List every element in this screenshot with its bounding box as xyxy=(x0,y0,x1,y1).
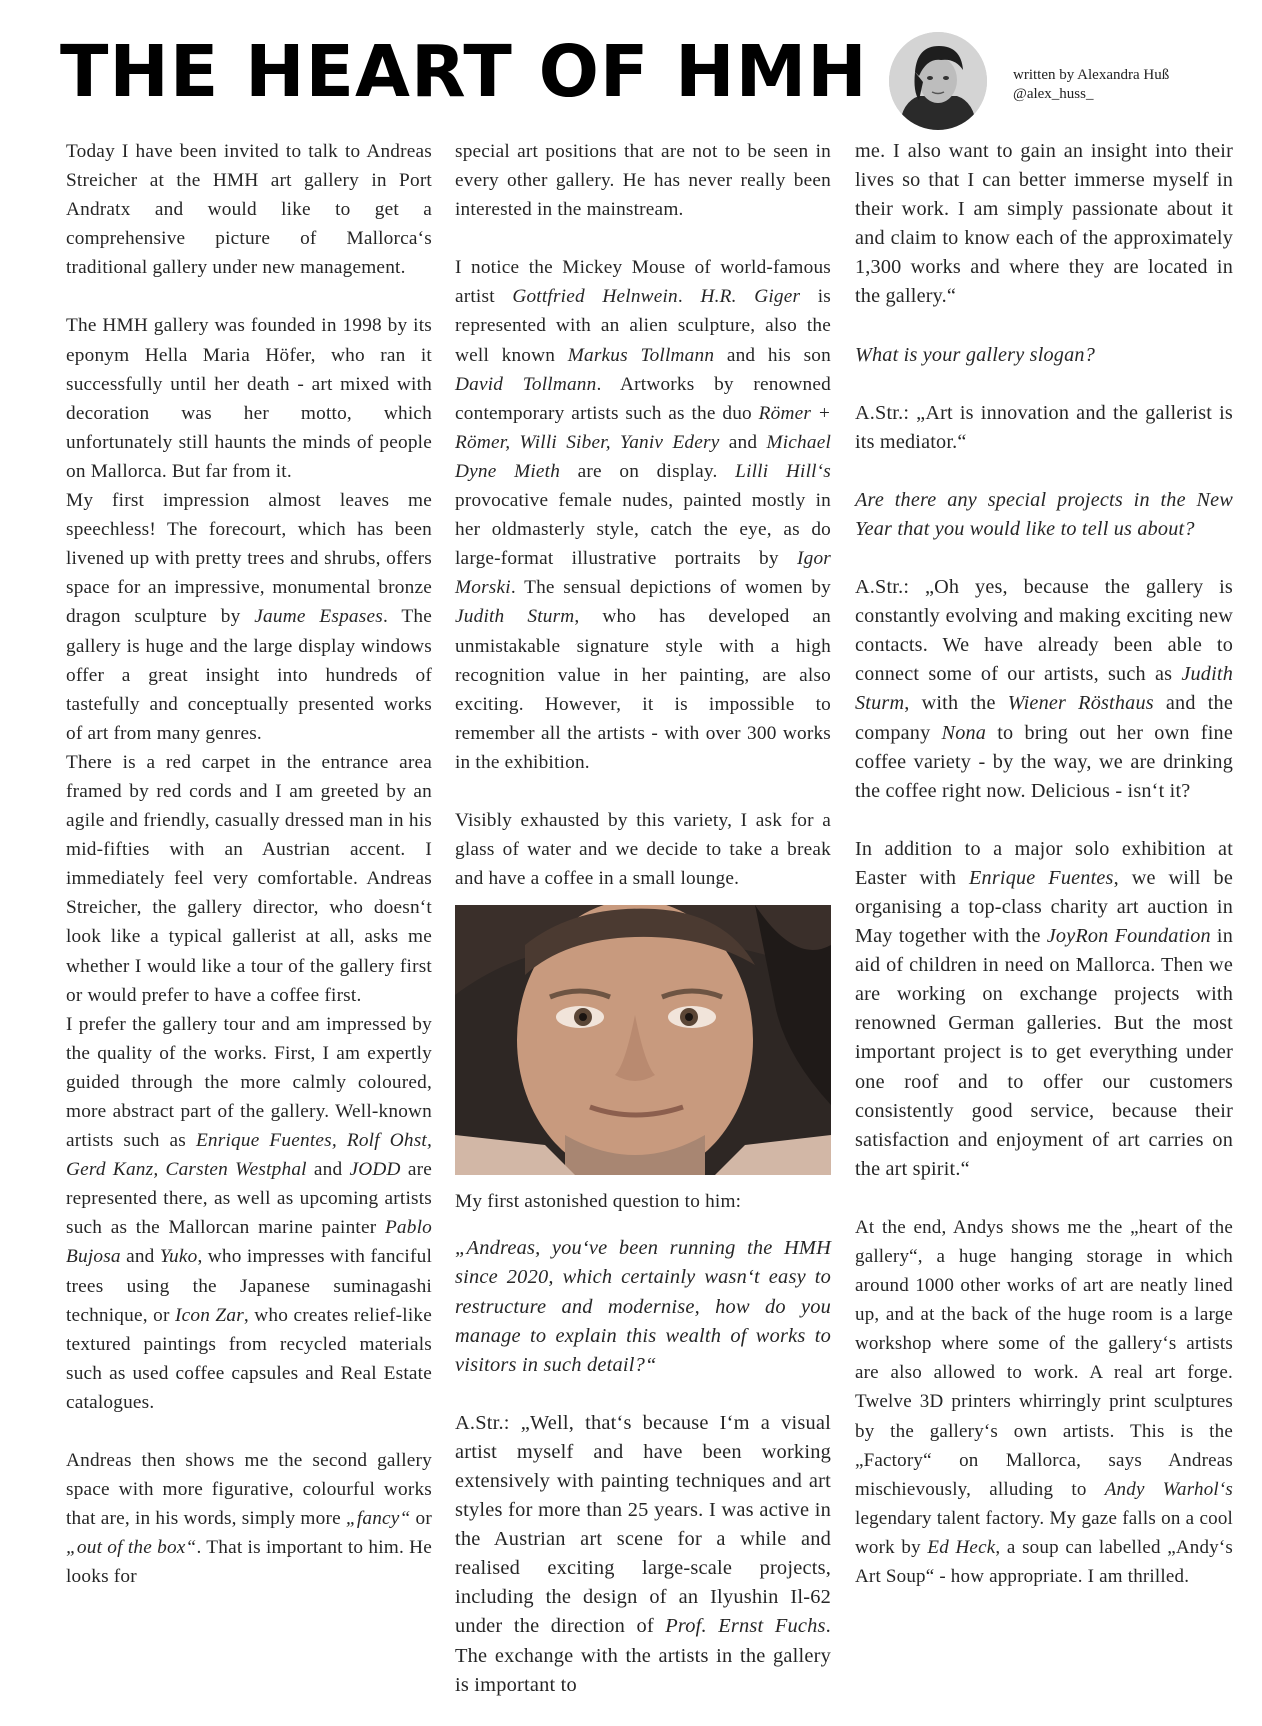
artist-name: H.R. Giger xyxy=(700,286,801,308)
company-name: Wiener Rösthaus xyxy=(1007,692,1154,715)
paragraph: I notice the Mickey Mouse of world-famous artist Gottfried Helnwein. H.R. Giger is represented with an alien sculpture, also the well known Markus Tollmann and his son David Tollmann. Artworks by renowned contemporary artists such as the duo Römer + Römer, Willi Siber, Yaniv Edery and Michael Dyne Mieth are on display. Lilli Hill‘s provocative female nudes, painted mostly in her oldmasterly style, catch the eye, as do large-format illustrative portraits by Igor Morski. The sensual depictions of women by Judith Sturm, who has developed an unmistakable signature style with a high recognition value in her painting, are also exciting. However, it is impossible to remember all the artists - with over 300 works in the exhibition. xyxy=(455,257,832,773)
interview-question: Are there any special projects in the New Year that you would like to tell us about? xyxy=(855,488,1233,540)
article-column-1 xyxy=(66,137,432,1592)
artist-name: Lilli Hill‘s xyxy=(735,460,832,482)
paragraph: There is a red carpet in the entrance area framed by red cords and I am greeted by an agile and friendly, casually dressed man in his mid-fifties with an Austrian accent. I immediately feel very comfortable. Andreas Streicher, the gallery director, who doesn‘t look like a typical gallerist at all, asks me whether I would like a tour of the gallery first or would prefer to have a coffee first. xyxy=(66,751,432,1006)
portrait-photo xyxy=(455,905,831,1175)
company-name: Nona xyxy=(941,721,987,744)
artist-name: David Tollmann xyxy=(455,373,597,395)
author-name: written by Alexandra Huß xyxy=(1013,67,1170,83)
interview-question: What is your gallery slogan? xyxy=(855,343,1095,366)
artist-name: Icon Zar xyxy=(175,1304,244,1326)
artist-name: Pablo Bujosa xyxy=(66,1217,432,1268)
artist-name: Gottfried Helnwein xyxy=(512,286,678,308)
interview-answer: A.Str.: „Well, that‘s because I‘m a visual artist myself and have been working extensively with painting techniques and art styles for more than 25 years. I was active in the Austrian art scene for a while and realised exciting large-scale projects, including the design of an Ilyushin Il-62 under the direction of Prof. Ernst Fuchs. The exchange with the artists in the gallery is important to xyxy=(455,1411,831,1696)
artist-names: Römer + Römer, Willi Siber, Yaniv Edery xyxy=(455,402,831,453)
artist-name: Yuko xyxy=(159,1246,198,1268)
author-avatar xyxy=(889,32,987,130)
paragraph: I prefer the gallery tour and am impressed by the quality of the works. First, I am expertly guided through the more calmly coloured, more abstract part of the gallery. Well-known artists such as Enrique Fuentes, Rolf Ohst, Gerd Kanz, Carsten Westphal and JODD are represented there, as well as upcoming artists such as the Mallorcan marine painter Pablo Bujosa and Yuko, who impresses with fanciful trees using the Japanese suminagashi technique, or Icon Zar, who creates relief-like textured paintings from recycled materials such as used coffee capsules and Real Estate catalogues. xyxy=(66,1013,432,1413)
interview-answer: A.Str.: „Art is innovation and the gallerist is its mediator.“ xyxy=(855,401,1233,453)
artist-name: Igor Morski xyxy=(455,548,831,599)
artist-name: Enrique Fuentes xyxy=(969,866,1114,889)
paragraph: Today I have been invited to talk to Andreas Streicher at the HMH art gallery in Port Andratx and would like to get a comprehensive picture of Mallorca‘s traditional gallery under new management. xyxy=(66,141,432,279)
artist-name: Markus Tollmann xyxy=(567,344,715,366)
foundation-name: JoyRon Foundation xyxy=(1046,925,1211,948)
artist-name: Ed Heck xyxy=(927,1536,996,1558)
paragraph: Andreas then shows me the second gallery space with more figurative, colourful works that are, in his words, simply more „fancy“ or „out of the box“. That is important to him. He looks for xyxy=(66,1450,433,1588)
paragraph: My first impression almost leaves me speechless! The forecourt, which has been livened up with pretty trees and shrubs, offers space for an impressive, monumental bronze dragon sculpture by Jaume Espases. The gallery is huge and the large display windows offer a great insight into hundreds of tastefully and conceptually presented works of art from many genres. xyxy=(66,490,432,744)
article-column-2 xyxy=(455,137,831,1700)
paragraph: Visibly exhausted by this variety, I ask for a glass of water and we decide to take a break and have a coffee in a small lounge. xyxy=(455,809,831,890)
paragraph: me. I also want to gain an insight into their lives so that I can better immerse myself in their work. I am simply passionate about it and claim to know each of the approximately 1,300 works and where they are located in the gallery.“ xyxy=(855,140,1233,308)
artist-names: Enrique Fuentes, Rolf Ohst, Gerd Kanz, Carsten Westphal xyxy=(66,1130,432,1181)
artist-name: Jaume Espases xyxy=(254,606,383,628)
paragraph: At the end, Andys shows me the „heart of the gallery“, a huge hanging storage in which around 1000 other works of art are neatly lined up, and at the back of the huge room is a large workshop where some of the gallery‘s artists are also allowed to work. A real art forge. Twelve 3D printers whirringly print sculptures by the gallery‘s own artists. This is the „Factory“ on Mallorca, says Andreas mischievously, alluding to Andy Warhol‘s legendary talent factory. My gaze falls on a cool work by Ed Heck, a soup can labelled „Andy‘s Art Soup“ - how appropriate. I am thrilled. xyxy=(855,1216,1234,1588)
author-handle: @alex_huss_ xyxy=(1013,86,1094,102)
artist-name: Prof. Ernst Fuchs xyxy=(665,1615,826,1638)
artist-name: Judith Sturm xyxy=(855,663,1233,715)
byline xyxy=(1013,66,1169,104)
article-column-3 xyxy=(855,137,1233,1591)
page-title: THE HEART OF HMH xyxy=(60,30,868,113)
paragraph: The HMH gallery was founded in 1998 by its eponym Hella Maria Höfer, who ran it successfully until her death - art mixed with decoration was her motto, which unfortunately still haunts the minds of people on Mallorca. But far from it. xyxy=(66,315,432,482)
paragraph: My first astonished question to him: xyxy=(455,1191,742,1213)
interview-answer: A.Str.: „Oh yes, because the gallery is constantly evolving and making exciting new contacts. We have already been able to connect some of our artists, such as Judith Sturm, with the Wiener Rösthaus and the company Nona to bring out her own fine coffee variety - by the way, we are drinking the coffee right now. Delicious - isn‘t it? xyxy=(855,576,1233,802)
paragraph: special art positions that are not to be seen in every other gallery. He has never really been interested in the mainstream. xyxy=(455,141,831,221)
paragraph: In addition to a major solo exhibition at Easter with Enrique Fuentes, we will be organising a top-class charity art auction in May together with the JoyRon Foundation in aid of children in need on Mallorca. Then we are working on exchange projects with renowned German galleries. But the most important project is to get everything under one roof and to offer our customers consistently good service, because their satisfaction and enjoyment of art carries on the art spirit.“ xyxy=(855,837,1233,1180)
interview-question: „Andreas, you‘ve been running the HMH since 2020, which certainly wasn‘t easy to restructure and modernise, how do you manage to explain this wealth of works to visitors in such detail?“ xyxy=(455,1237,831,1376)
artist-name: Michael Dyne Mieth xyxy=(455,431,832,482)
artist-name: JODD xyxy=(349,1159,401,1181)
artist-name: Andy Warhol‘s xyxy=(1104,1478,1234,1500)
artist-name: Judith Sturm xyxy=(455,606,575,628)
